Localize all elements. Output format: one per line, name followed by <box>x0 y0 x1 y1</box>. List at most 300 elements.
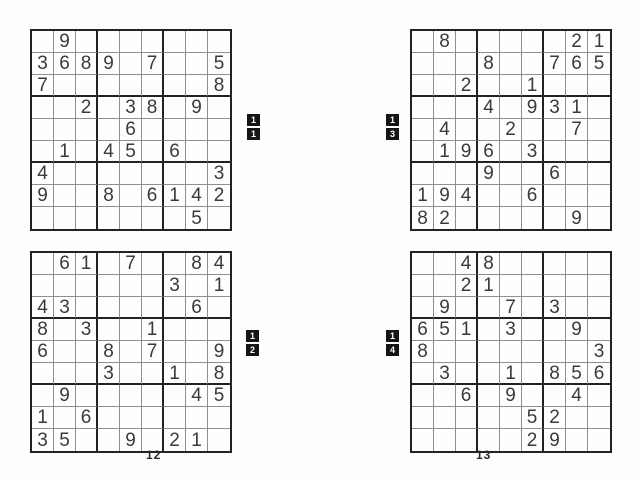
sudoku-cell-given: 1 <box>54 141 76 163</box>
sudoku-cell-empty[interactable] <box>142 363 164 385</box>
sudoku-cell-empty[interactable] <box>478 207 500 229</box>
sudoku-cell-given: 5 <box>588 53 610 75</box>
sudoku-cell-empty[interactable] <box>142 275 164 297</box>
sudoku-cell-empty[interactable] <box>186 119 208 141</box>
sudoku-cell-empty[interactable] <box>120 163 142 185</box>
sudoku-cell-given: 6 <box>186 297 208 319</box>
sudoku-cell-empty[interactable] <box>500 185 522 207</box>
sudoku-cell-empty[interactable] <box>120 385 142 407</box>
sudoku-cell-given: 5 <box>186 207 208 229</box>
sudoku-cell-empty[interactable] <box>412 119 434 141</box>
sudoku-cell-given: 1 <box>186 429 208 451</box>
sudoku-cell-empty[interactable] <box>98 385 120 407</box>
sudoku-cell-empty[interactable] <box>544 119 566 141</box>
sudoku-cell-empty[interactable] <box>478 341 500 363</box>
sudoku-cell-empty[interactable] <box>566 275 588 297</box>
sudoku-cell-empty[interactable] <box>500 53 522 75</box>
sudoku-cell-empty[interactable] <box>120 407 142 429</box>
sudoku-cell-empty[interactable] <box>164 407 186 429</box>
sudoku-cell-empty[interactable] <box>186 53 208 75</box>
sudoku-cell-given: 3 <box>500 319 522 341</box>
sudoku-cell-empty[interactable] <box>456 407 478 429</box>
sudoku-cell-given: 9 <box>566 319 588 341</box>
badge-digit: 1 <box>247 114 260 126</box>
sudoku-cell-empty[interactable] <box>544 253 566 275</box>
sudoku-cell-empty[interactable] <box>588 297 610 319</box>
sudoku-cell-empty[interactable] <box>566 429 588 451</box>
sudoku-cell-empty[interactable] <box>522 207 544 229</box>
sudoku-cell-given: 8 <box>208 75 230 97</box>
sudoku-cell-given: 3 <box>522 141 544 163</box>
sudoku-cell-empty[interactable] <box>98 297 120 319</box>
sudoku-cell-empty[interactable] <box>522 275 544 297</box>
sudoku-cell-empty[interactable] <box>500 407 522 429</box>
sudoku-cell-empty[interactable] <box>54 275 76 297</box>
sudoku-cell-empty[interactable] <box>434 97 456 119</box>
sudoku-cell-empty[interactable] <box>588 319 610 341</box>
sudoku-cell-given: 2 <box>544 407 566 429</box>
sudoku-cell-empty[interactable] <box>566 75 588 97</box>
sudoku-cell-empty[interactable] <box>456 163 478 185</box>
sudoku-cell-empty[interactable] <box>478 297 500 319</box>
sudoku-cell-empty[interactable] <box>76 341 98 363</box>
sudoku-cell-empty[interactable] <box>54 185 76 207</box>
sudoku-cell-empty[interactable] <box>412 163 434 185</box>
sudoku-cell-empty[interactable] <box>588 97 610 119</box>
sudoku-cell-given: 6 <box>76 407 98 429</box>
sudoku-cell-given: 8 <box>186 253 208 275</box>
sudoku-cell-empty[interactable] <box>566 253 588 275</box>
sudoku-cell-empty[interactable] <box>412 253 434 275</box>
sudoku-cell-given: 7 <box>566 119 588 141</box>
sudoku-cell-empty[interactable] <box>186 341 208 363</box>
sudoku-cell-empty[interactable] <box>186 407 208 429</box>
sudoku-cell-empty[interactable] <box>456 429 478 451</box>
sudoku-cell-given: 4 <box>32 163 54 185</box>
sudoku-cell-empty[interactable] <box>142 253 164 275</box>
sudoku-cell-empty[interactable] <box>164 53 186 75</box>
sudoku-cell-empty[interactable] <box>412 407 434 429</box>
sudoku-cell-empty[interactable] <box>54 163 76 185</box>
sudoku-cell-empty[interactable] <box>142 207 164 229</box>
sudoku-cell-empty[interactable] <box>500 141 522 163</box>
sudoku-cell-empty[interactable] <box>208 119 230 141</box>
sudoku-cell-empty[interactable] <box>544 207 566 229</box>
sudoku-cell-empty[interactable] <box>588 185 610 207</box>
sudoku-cell-empty[interactable] <box>412 75 434 97</box>
sudoku-cell-given: 5 <box>434 319 456 341</box>
sudoku-cell-given: 6 <box>120 119 142 141</box>
sudoku-cell-empty[interactable] <box>522 341 544 363</box>
sudoku-cell-empty[interactable] <box>186 363 208 385</box>
sudoku-cell-empty[interactable] <box>208 319 230 341</box>
sudoku-cell-given: 4 <box>186 185 208 207</box>
sudoku-cell-empty[interactable] <box>164 119 186 141</box>
sudoku-cell-given: 8 <box>434 31 456 53</box>
sudoku-cell-given: 8 <box>98 185 120 207</box>
sudoku-cell-given: 9 <box>54 385 76 407</box>
sudoku-cell-given: 6 <box>164 141 186 163</box>
badge-digit: 1 <box>246 330 259 342</box>
sudoku-cell-empty[interactable] <box>208 141 230 163</box>
sudoku-cell-empty[interactable] <box>412 53 434 75</box>
sudoku-cell-given: 4 <box>434 119 456 141</box>
sudoku-cell-given: 5 <box>566 363 588 385</box>
sudoku-cell-given: 8 <box>142 97 164 119</box>
sudoku-cell-empty[interactable] <box>478 363 500 385</box>
sudoku-cell-empty[interactable] <box>164 207 186 229</box>
sudoku-cell-given: 3 <box>164 275 186 297</box>
sudoku-cell-given: 6 <box>478 141 500 163</box>
sudoku-cell-empty[interactable] <box>98 253 120 275</box>
sudoku-cell-empty[interactable] <box>456 341 478 363</box>
sudoku-cell-given: 1 <box>142 319 164 341</box>
sudoku-cell-empty[interactable] <box>98 407 120 429</box>
sudoku-cell-empty[interactable] <box>32 97 54 119</box>
sudoku-cell-given: 2 <box>164 429 186 451</box>
sudoku-cell-empty[interactable] <box>434 163 456 185</box>
sudoku-cell-empty[interactable] <box>434 407 456 429</box>
sudoku-cell-given: 1 <box>522 75 544 97</box>
sudoku-cell-empty[interactable] <box>98 319 120 341</box>
sudoku-cell-given: 6 <box>588 363 610 385</box>
sudoku-cell-empty[interactable] <box>98 75 120 97</box>
sudoku-cell-empty[interactable] <box>98 163 120 185</box>
sudoku-cell-given: 1 <box>164 185 186 207</box>
sudoku-cell-given: 6 <box>32 341 54 363</box>
sudoku-cell-empty[interactable] <box>544 31 566 53</box>
badge-digit: 3 <box>386 128 399 140</box>
sudoku-cell-given: 7 <box>32 75 54 97</box>
sudoku-cell-given: 5 <box>54 429 76 451</box>
sudoku-cell-empty[interactable] <box>500 275 522 297</box>
sudoku-cell-empty[interactable] <box>566 407 588 429</box>
sudoku-cell-empty[interactable] <box>120 53 142 75</box>
sudoku-cell-empty[interactable] <box>588 207 610 229</box>
sudoku-cell-empty[interactable] <box>76 31 98 53</box>
sudoku-cell-empty[interactable] <box>76 275 98 297</box>
sudoku-cell-given: 9 <box>32 185 54 207</box>
sudoku-cell-empty[interactable] <box>456 207 478 229</box>
sudoku-cell-empty[interactable] <box>120 363 142 385</box>
sudoku-cell-empty[interactable] <box>208 407 230 429</box>
sudoku-cell-empty[interactable] <box>434 385 456 407</box>
sudoku-cell-empty[interactable] <box>32 141 54 163</box>
sudoku-cell-given: 8 <box>412 341 434 363</box>
sudoku-cell-empty[interactable] <box>120 185 142 207</box>
sudoku-cell-empty[interactable] <box>500 207 522 229</box>
sudoku-grid-bottom-left <box>30 251 232 453</box>
sudoku-cell-empty[interactable] <box>588 429 610 451</box>
sudoku-cell-given: 2 <box>434 207 456 229</box>
sudoku-cell-empty[interactable] <box>32 207 54 229</box>
sudoku-grid-top-left <box>30 29 232 231</box>
sudoku-cell-empty[interactable] <box>54 407 76 429</box>
sudoku-cell-empty[interactable] <box>76 297 98 319</box>
sudoku-cell-given: 8 <box>412 207 434 229</box>
sudoku-cell-given: 8 <box>544 363 566 385</box>
sudoku-cell-empty[interactable] <box>54 75 76 97</box>
sudoku-cell-empty[interactable] <box>186 275 208 297</box>
sudoku-cell-empty[interactable] <box>32 275 54 297</box>
sudoku-cell-empty[interactable] <box>588 141 610 163</box>
sudoku-cell-empty[interactable] <box>76 385 98 407</box>
sudoku-cell-empty[interactable] <box>566 163 588 185</box>
sudoku-cell-empty[interactable] <box>142 75 164 97</box>
sudoku-cell-empty[interactable] <box>186 319 208 341</box>
sudoku-cell-given: 1 <box>566 97 588 119</box>
sudoku-cell-empty[interactable] <box>434 253 456 275</box>
sudoku-cell-empty[interactable] <box>500 253 522 275</box>
sudoku-cell-empty[interactable] <box>54 319 76 341</box>
sudoku-cell-empty[interactable] <box>98 119 120 141</box>
sudoku-cell-empty[interactable] <box>566 141 588 163</box>
sudoku-cell-given: 1 <box>456 319 478 341</box>
sudoku-cell-empty[interactable] <box>522 53 544 75</box>
sudoku-cell-empty[interactable] <box>120 297 142 319</box>
sudoku-cell-empty[interactable] <box>54 341 76 363</box>
sudoku-cell-empty[interactable] <box>588 163 610 185</box>
sudoku-cell-given: 9 <box>54 31 76 53</box>
sudoku-cell-empty[interactable] <box>164 319 186 341</box>
sudoku-cell-given: 9 <box>208 341 230 363</box>
sudoku-cell-empty[interactable] <box>522 119 544 141</box>
sudoku-cell-empty[interactable] <box>142 297 164 319</box>
sudoku-cell-empty[interactable] <box>566 185 588 207</box>
sudoku-cell-empty[interactable] <box>76 141 98 163</box>
sudoku-cell-given: 1 <box>500 363 522 385</box>
sudoku-cell-given: 9 <box>500 385 522 407</box>
sudoku-cell-empty[interactable] <box>522 31 544 53</box>
sudoku-cell-empty[interactable] <box>186 141 208 163</box>
sudoku-cell-empty[interactable] <box>186 163 208 185</box>
sudoku-cell-given: 7 <box>544 53 566 75</box>
sudoku-cell-given: 7 <box>142 53 164 75</box>
sudoku-cell-empty[interactable] <box>412 429 434 451</box>
sudoku-cell-empty[interactable] <box>412 385 434 407</box>
sudoku-cell-empty[interactable] <box>164 297 186 319</box>
sudoku-cell-empty[interactable] <box>142 31 164 53</box>
sudoku-cell-empty[interactable] <box>98 31 120 53</box>
sudoku-cell-empty[interactable] <box>434 53 456 75</box>
sudoku-cell-empty[interactable] <box>54 207 76 229</box>
sudoku-cell-given: 3 <box>544 97 566 119</box>
sudoku-cell-empty[interactable] <box>32 119 54 141</box>
sudoku-cell-empty[interactable] <box>120 341 142 363</box>
sudoku-cell-empty[interactable] <box>456 53 478 75</box>
sudoku-cell-empty[interactable] <box>98 97 120 119</box>
sudoku-cell-given: 4 <box>456 185 478 207</box>
sudoku-cell-empty[interactable] <box>142 385 164 407</box>
sudoku-cell-empty[interactable] <box>54 363 76 385</box>
sudoku-cell-given: 1 <box>208 275 230 297</box>
sudoku-cell-empty[interactable] <box>478 75 500 97</box>
sudoku-cell-empty[interactable] <box>98 429 120 451</box>
sudoku-cell-given: 3 <box>32 429 54 451</box>
sudoku-cell-empty[interactable] <box>186 31 208 53</box>
sudoku-cell-empty[interactable] <box>500 341 522 363</box>
sudoku-cell-empty[interactable] <box>566 297 588 319</box>
sudoku-cell-empty[interactable] <box>412 97 434 119</box>
sudoku-grid-top-right <box>410 29 612 231</box>
sudoku-cell-given: 2 <box>456 75 478 97</box>
sudoku-cell-empty[interactable] <box>500 97 522 119</box>
sudoku-cell-empty[interactable] <box>76 119 98 141</box>
sudoku-cell-given: 9 <box>120 429 142 451</box>
sudoku-cell-empty[interactable] <box>32 31 54 53</box>
sudoku-cell-given: 3 <box>208 163 230 185</box>
sudoku-cell-empty[interactable] <box>164 31 186 53</box>
sudoku-cell-empty[interactable] <box>434 275 456 297</box>
sudoku-cell-empty[interactable] <box>120 275 142 297</box>
sudoku-cell-empty[interactable] <box>164 341 186 363</box>
sudoku-cell-given: 7 <box>120 253 142 275</box>
sudoku-cell-empty[interactable] <box>478 119 500 141</box>
sudoku-cell-given: 1 <box>76 253 98 275</box>
sudoku-cell-empty[interactable] <box>522 319 544 341</box>
sudoku-cell-empty[interactable] <box>76 75 98 97</box>
sudoku-cell-empty[interactable] <box>478 407 500 429</box>
sudoku-cell-empty[interactable] <box>54 119 76 141</box>
sudoku-cell-empty[interactable] <box>544 319 566 341</box>
sudoku-cell-given: 8 <box>208 363 230 385</box>
sudoku-cell-empty[interactable] <box>120 75 142 97</box>
sudoku-cell-given: 4 <box>32 297 54 319</box>
sudoku-cell-empty[interactable] <box>76 207 98 229</box>
sudoku-cell-empty[interactable] <box>208 31 230 53</box>
sudoku-cell-empty[interactable] <box>142 163 164 185</box>
sudoku-cell-given: 9 <box>456 141 478 163</box>
sudoku-cell-empty[interactable] <box>120 31 142 53</box>
sudoku-cell-empty[interactable] <box>98 275 120 297</box>
sudoku-cell-empty[interactable] <box>164 385 186 407</box>
puzzle-number-badge-bottom-right <box>386 330 399 356</box>
sudoku-cell-empty[interactable] <box>544 341 566 363</box>
sudoku-cell-given: 2 <box>566 31 588 53</box>
sudoku-cell-given: 8 <box>98 341 120 363</box>
sudoku-cell-empty[interactable] <box>588 275 610 297</box>
sudoku-cell-empty[interactable] <box>500 75 522 97</box>
sudoku-cell-given: 1 <box>478 275 500 297</box>
sudoku-cell-empty[interactable] <box>522 385 544 407</box>
sudoku-cell-given: 1 <box>588 31 610 53</box>
sudoku-cell-empty[interactable] <box>588 407 610 429</box>
sudoku-cell-empty[interactable] <box>434 75 456 97</box>
sudoku-cell-empty[interactable] <box>142 407 164 429</box>
page-number-right: 13 <box>476 448 492 462</box>
sudoku-cell-empty[interactable] <box>76 163 98 185</box>
sudoku-cell-empty[interactable] <box>434 429 456 451</box>
sudoku-cell-empty[interactable] <box>412 297 434 319</box>
sudoku-cell-empty[interactable] <box>478 185 500 207</box>
sudoku-cell-empty[interactable] <box>76 429 98 451</box>
sudoku-cell-empty[interactable] <box>32 385 54 407</box>
sudoku-cell-given: 8 <box>32 319 54 341</box>
sudoku-cell-empty[interactable] <box>164 75 186 97</box>
sudoku-cell-empty[interactable] <box>500 163 522 185</box>
sudoku-cell-empty[interactable] <box>164 97 186 119</box>
sudoku-cell-empty[interactable] <box>208 207 230 229</box>
sudoku-cell-given: 3 <box>434 363 456 385</box>
sudoku-cell-empty[interactable] <box>588 119 610 141</box>
sudoku-cell-given: 6 <box>566 53 588 75</box>
sudoku-cell-empty[interactable] <box>478 319 500 341</box>
sudoku-cell-given: 3 <box>98 363 120 385</box>
sudoku-cell-empty[interactable] <box>478 385 500 407</box>
sudoku-cell-empty[interactable] <box>120 319 142 341</box>
sudoku-cell-given: 6 <box>54 53 76 75</box>
sudoku-cell-empty[interactable] <box>98 207 120 229</box>
sudoku-cell-empty[interactable] <box>522 253 544 275</box>
sudoku-cell-given: 1 <box>32 407 54 429</box>
sudoku-cell-empty[interactable] <box>478 31 500 53</box>
sudoku-cell-given: 5 <box>522 407 544 429</box>
sudoku-cell-empty[interactable] <box>412 363 434 385</box>
sudoku-cell-given: 5 <box>208 53 230 75</box>
sudoku-cell-empty[interactable] <box>456 31 478 53</box>
sudoku-cell-empty[interactable] <box>412 275 434 297</box>
sudoku-cell-given: 2 <box>76 97 98 119</box>
badge-digit: 2 <box>246 344 259 356</box>
sudoku-cell-empty[interactable] <box>32 363 54 385</box>
sudoku-cell-empty[interactable] <box>456 119 478 141</box>
sudoku-cell-empty[interactable] <box>412 141 434 163</box>
sudoku-cell-empty[interactable] <box>566 341 588 363</box>
sudoku-cell-empty[interactable] <box>544 75 566 97</box>
sudoku-cell-empty[interactable] <box>544 385 566 407</box>
sudoku-grid-bottom-right <box>410 251 612 453</box>
sudoku-cell-empty[interactable] <box>164 253 186 275</box>
sudoku-cell-empty[interactable] <box>208 429 230 451</box>
sudoku-cell-given: 4 <box>566 385 588 407</box>
sudoku-cell-given: 6 <box>54 253 76 275</box>
sudoku-cell-given: 3 <box>32 53 54 75</box>
sudoku-cell-empty[interactable] <box>76 363 98 385</box>
sudoku-cell-given: 9 <box>544 429 566 451</box>
puzzle-number-badge-top-left <box>247 114 260 140</box>
sudoku-cell-empty[interactable] <box>588 385 610 407</box>
sudoku-cell-empty[interactable] <box>142 141 164 163</box>
sudoku-cell-empty[interactable] <box>522 297 544 319</box>
sudoku-cell-empty[interactable] <box>500 31 522 53</box>
sudoku-cell-empty[interactable] <box>522 163 544 185</box>
sudoku-cell-given: 2 <box>500 119 522 141</box>
sudoku-cell-empty[interactable] <box>186 75 208 97</box>
sudoku-cell-empty[interactable] <box>76 185 98 207</box>
sudoku-cell-empty[interactable] <box>120 207 142 229</box>
sudoku-cell-empty[interactable] <box>588 253 610 275</box>
sudoku-cell-empty[interactable] <box>456 97 478 119</box>
sudoku-cell-empty[interactable] <box>456 297 478 319</box>
sudoku-cell-empty[interactable] <box>544 185 566 207</box>
sudoku-cell-empty[interactable] <box>456 363 478 385</box>
sudoku-cell-empty[interactable] <box>412 31 434 53</box>
sudoku-cell-empty[interactable] <box>544 141 566 163</box>
sudoku-cell-empty[interactable] <box>142 119 164 141</box>
sudoku-cell-empty[interactable] <box>434 341 456 363</box>
sudoku-cell-given: 7 <box>500 297 522 319</box>
sudoku-cell-empty[interactable] <box>588 75 610 97</box>
puzzle-number-badge-top-right <box>386 114 399 140</box>
sudoku-cell-empty[interactable] <box>54 97 76 119</box>
sudoku-cell-empty[interactable] <box>208 297 230 319</box>
sudoku-cell-empty[interactable] <box>32 253 54 275</box>
sudoku-cell-empty[interactable] <box>500 429 522 451</box>
sudoku-cell-empty[interactable] <box>164 163 186 185</box>
sudoku-cell-empty[interactable] <box>522 363 544 385</box>
sudoku-cell-empty[interactable] <box>544 275 566 297</box>
sudoku-cell-empty[interactable] <box>208 97 230 119</box>
